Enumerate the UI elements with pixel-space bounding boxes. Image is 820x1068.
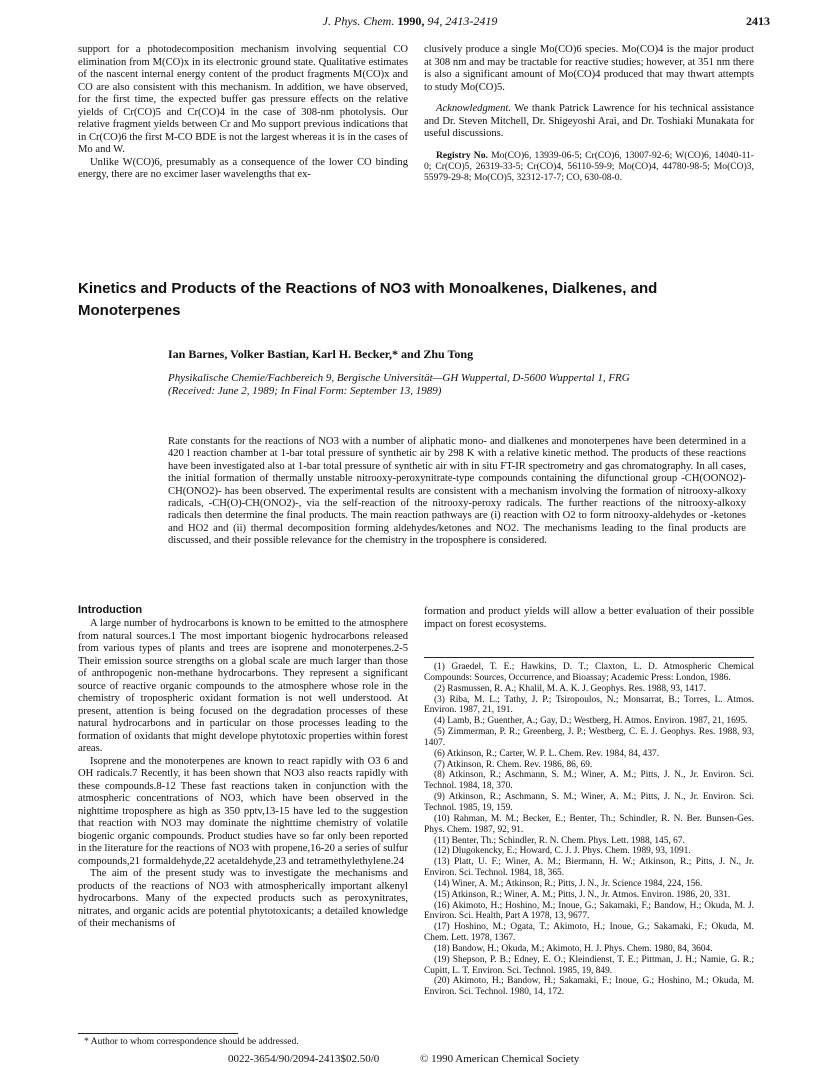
article-title: Kinetics and Products of the Reactions of NO3 with Monoalkenes, Dialkenes, and Monoterpenes bbox=[78, 280, 658, 319]
introduction-continuation: formation and product yields will allow a better evaluation of their possible impact on forest ecosystems. bbox=[424, 606, 754, 630]
received-dates: (Received: June 2, 1989; In Final Form: September 13, 1989) bbox=[168, 385, 442, 397]
article-affiliation bbox=[168, 372, 728, 398]
reference-entry: (3) Riba, M. L.; Tathy, J. P.; Tsiropoulos, N.; Monsarrat, B.; Torres, L. Atmos. Environ. 1987, 21, 191. bbox=[424, 694, 754, 716]
reference-entry: (11) Benter, Th.; Schindler, R. N. Chem. Phys. Lett. 1988, 145, 67. bbox=[434, 835, 685, 846]
article-authors: Ian Barnes, Volker Bastian, Karl H. Becker,* and Zhu Tong bbox=[168, 347, 474, 361]
references-list bbox=[424, 662, 754, 998]
reference-entry: (20) Akimoto, H.; Bandow, H.; Sakamaki, F.; Inoue, G.; Hoshino, M.; Okuda, M. Environ. Sci. Technol. 1980, 14, 172. bbox=[424, 976, 754, 998]
previous-article-paragraph: Unlike W(CO)6, presumably as a consequence of the lower CO binding energy, there are no excimer laser wavelengths that ex- bbox=[78, 156, 408, 180]
journal-name: J. Phys. Chem. bbox=[322, 14, 395, 28]
acknowledgment-text: We thank Patrick Lawrence for his technical assistance and Dr. Steven Mitchell, Dr. Shigeyoshi Arai, and Dr. Toshiaki Munakata for useful discussions. bbox=[424, 103, 754, 139]
reference-entry: (10) Rahman, M. M.; Becker, E.; Benter, Th.; Schindler, R. N. Ber. Bunsen-Ges. Phys. Chem. 1987, 92, 91. bbox=[424, 813, 754, 835]
running-header bbox=[0, 14, 820, 29]
reference-entry: (15) Atkinson, R.; Winer, A. M.; Pitts, J. N., Jr. Atmos. Environ. 1986, 20, 331. bbox=[434, 889, 731, 900]
journal-volume: 94, bbox=[427, 14, 443, 28]
registry-text: Mo(CO)6, 13939-06-5; Cr(CO)6, 13007-92-6; W(CO)6, 14040-11-0; Cr(CO)5, 26319-33-5; Cr(CO)4, 56110-59-9; Mo(CO)4, 44780-98-5; Mo(CO)3, 55979-29-8; Mo(CO)5, 32312-17-7; CO, 630-08-0. bbox=[424, 149, 754, 183]
reference-entry: (12) Dlugokencky, E.; Howard, C. J. J. Phys. Chem. 1989, 93, 1091. bbox=[434, 846, 691, 857]
reference-entry: (4) Lamb, B.; Guenther, A.; Gay, D.; Westberg, H. Atmos. Environ. 1987, 21, 1695. bbox=[434, 716, 748, 727]
reference-entry: (1) Graedel, T. E.; Hawkins, D. T.; Claxton, L. D. Atmospheric Chemical Compounds: Sources, Occurrence, and Bioassay; Academic Press: London, 1986. bbox=[424, 662, 754, 683]
journal-year: 1990, bbox=[397, 14, 425, 28]
reference-entry: (5) Zimmerman, P. R.; Greenberg, J. P.; Westberg, C. E. J. Geophys. Res. 1988, 93, 1407. bbox=[424, 727, 754, 748]
introduction-right-column bbox=[424, 606, 754, 631]
article-abstract: Rate constants for the reactions of NO3 with a number of aliphatic mono- and dialkenes and monoterpenes have been determined in a 420 l reaction chamber at 1-bar total pressure of synthetic air by 298 K with a relative kinetic method. The products of these reactions have been investigated also at 1-bar total pressure of synthetic air with in situ FT-IR spectrometry and gas chromatography. In all cases, the initial formation of thermally unstable nitrooxy-peroxynitrate-type compounds containing the difunctional group -CH(OONO2)-CH(ONO2)- has been observed. The experimental results are consistent with a mechanism involving the formation of nitrooxy-alkoxy radicals, -CH(O)-CH(ONO2)-, via the self-reaction of the nitrooxy-peroxy radicals. The further reactions of the nitrooxy-alkoxy radicals then determine the final products. The main reaction pathways are (i) reaction with O2 to form nitrooxy-aldehydes or -ketones and HO2 and (ii) thermal decomposition forming aldehydes/ketones and NO2. The mechanisms leading to the final products are discussed, and their possible relevance for the chemistry in the troposphere is considered. bbox=[168, 436, 746, 547]
introduction-paragraph: Isoprene and the monoterpenes are known to react rapidly with O3 6 and OH radicals.7 Recently, it has been shown that NO3 also reacts rapidly with these compounds.8-12 These fast reactions taken in conjunction with the atmospheric concentrations of NO3, which have been observed in the nighttime troposphere as high as 350 pptv,13-15 have led to the suggestion that reaction with NO3 may dominate the nighttime chemistry of volatile biogenic organic compounds. Product studies have so far only been reported in the literature for the reactions of NO3 with propene,16-20 a series of sulfur compounds,21 formaldehyde,22 acetaldehyde,23 and tetramethylethylene.24 bbox=[78, 755, 408, 867]
introduction-left-column bbox=[78, 618, 408, 931]
journal-pages: 2413-2419 bbox=[445, 14, 498, 28]
previous-article-left-column bbox=[78, 44, 408, 182]
previous-article-right-column bbox=[424, 44, 754, 183]
previous-article-paragraph: support for a photodecomposition mechanism involving sequential CO elimination from M(CO)x in its electronic ground state. Qualitative estimates of the nascent internal energy content of the product fragments M(CO)x and CO are also consistent with this mechanism. In addition, we have observed, for the first time, the expected buffer gas pressure effects on the relative yields of Cr(CO)5 and Cr(CO)4 in the case of 308-nm photolysis. Our relative fragment yields between Cr and Mo support previous indications that in Cr(CO)6 the first M-CO BDE is not the largest whereas it is in the cases of Mo and W. bbox=[78, 44, 408, 155]
references-divider bbox=[424, 657, 754, 658]
reference-entry: (17) Hoshino, M.; Ogata, T.; Akimoto, H.; Inoue, G.; Sakamaki, F.; Okuda, M. Chem. Lett. 1978, 1367. bbox=[424, 922, 754, 944]
footnote-divider bbox=[78, 1033, 238, 1034]
acknowledgment-label: Acknowledgment. bbox=[436, 103, 512, 114]
introduction-heading: Introduction bbox=[78, 604, 143, 616]
reference-entry: (18) Bandow, H.; Okuda, M.; Akimoto, H. J. Phys. Chem. 1980, 84, 3604. bbox=[434, 943, 713, 954]
reference-entry: (8) Atkinson, R.; Aschmann, S. M.; Winer, A. M.; Pitts, J. N., Jr. Environ. Sci. Technol. 1984, 18, 370. bbox=[424, 770, 754, 792]
reference-entry: (7) Atkinson, R. Chem. Rev. 1986, 86, 69. bbox=[434, 759, 593, 770]
reference-entry: (6) Atkinson, R.; Carter, W. P. L. Chem. Rev. 1984, 84, 437. bbox=[434, 748, 660, 759]
introduction-paragraph: A large number of hydrocarbons is known to be emitted to the atmosphere from natural sources.1 The most important biogenic hydrocarbons released from various types of plants and trees are isoprene and monoterpenes.2-5 Their emission source strengths on a global scale are much larger than those of anthropogenic non-methane hydrocarbons. They represent a significant source of reactive organic compounds to the atmosphere whose role in the chemistry of tropospheric oxidant formation is not well understood. At present, attention is being focused on the degradation processes of these natural hydrocarbons and in particular on those processes leading to the formation of oxidants that might develope phytotoxic properties within forest areas. bbox=[78, 618, 408, 754]
reference-entry: (2) Rasmussen, R. A.; Khalil, M. A. K. J. Geophys. Res. 1988, 93, 1417. bbox=[434, 683, 706, 694]
article-code: 0022-3654/90/2094-2413$02.50/0 bbox=[228, 1053, 380, 1065]
reference-entry: (9) Atkinson, R.; Aschmann, S. M.; Winer, A. M.; Pitts, J. N., Jr. Environ. Sci. Technol. 1985, 19, 159. bbox=[424, 792, 754, 813]
reference-entry: (14) Winer, A. M.; Atkinson, R.; Pitts, J. N., Jr. Science 1984, 224, 156. bbox=[434, 878, 703, 889]
reference-entry: (16) Akimoto, H.; Hoshino, M.; Inoue, G.; Sakamaki, F.; Bandow, H.; Okuda, M. J. Environ. Sci. Health, Part A 1978, 13, 9677. bbox=[424, 900, 754, 922]
page-number: 2413 bbox=[746, 14, 770, 28]
affiliation-text: Physikalische Chemie/Fachbereich 9, Bergische Universität—GH Wuppertal, D-5600 Wuppertal 1, FRG bbox=[168, 372, 630, 384]
copyright-notice: © 1990 American Chemical Society bbox=[420, 1053, 580, 1065]
registry-label: Registry No. bbox=[436, 149, 488, 161]
acknowledgment bbox=[424, 103, 754, 141]
reference-entry: (19) Shepson, P. B.; Edney, E. O.; Kleindienst, T. E.; Pittman, J. H.; Namie, G. R.; Cupitt, L. T. Environ. Sci. Technol. 1985, 19, 849. bbox=[424, 954, 754, 976]
registry-numbers bbox=[424, 150, 754, 184]
correspondence-footnote: * Author to whom correspondence should be addressed. bbox=[84, 1036, 299, 1047]
reference-entry: (13) Platt, U. F.; Winer, A. M.; Biermann, H. W.; Atkinson, R.; Pitts, J. N., Jr. Environ. Sci. Technol. 1984, 18, 365. bbox=[424, 857, 754, 879]
introduction-paragraph: The aim of the present study was to investigate the mechanisms and products of the reactions of NO3 with atmospherically important alkenyl hydrocarbons. Many of the expected products such as peroxynitrates, nitrates, and organic acids are potential phytotoxicants; a detailed knowledge of their mechanisms of bbox=[78, 868, 408, 929]
previous-article-continuation: clusively produce a single Mo(CO)6 species. Mo(CO)4 is the major product at 308 nm and may be tractable for reactive studies; however, at 351 nm there is also a significant amount of Mo(CO)4 produced that may thwart attempts to study Mo(CO)5. bbox=[424, 44, 754, 93]
